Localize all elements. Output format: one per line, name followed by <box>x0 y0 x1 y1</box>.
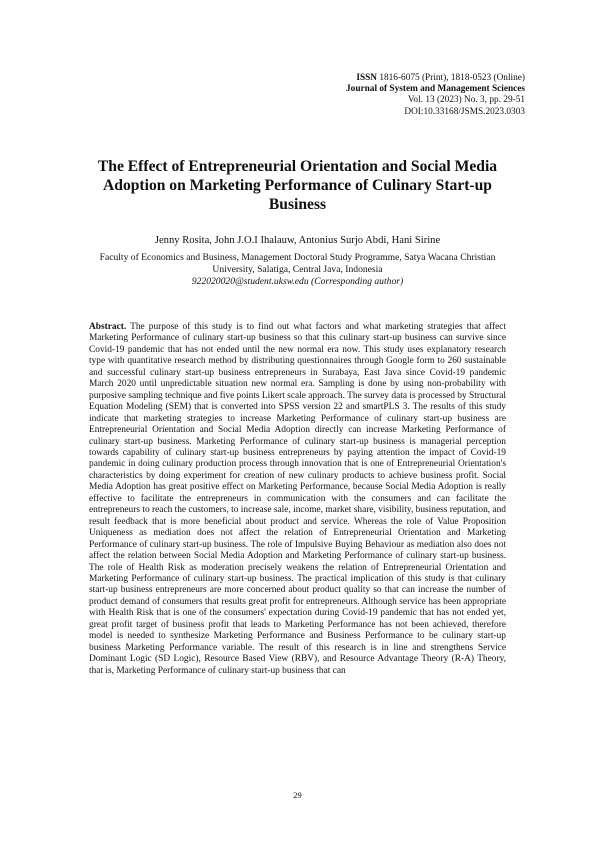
abstract-text: The purpose of this study is to find out what factors and what marketing strategies that affect Marketing Performance of culinary start-up business so that this culinary start-up business can survive since Covid-19 pandemic that has not ended until the new normal era now. This study uses explanatory research type with quantitative research method by distributing questionnaires through Google form to 260 sustainable and successful culinary start-up business entrepreneurs in Surabaya, East Java since Covid-19 pandemic March 2020 until unpredictable situation new normal era. Sampling is done by using non-probability with purposive sampling technique and five points Likert scale approach. The survey data is processed by Structural Equation Modeling (SEM) that is converted into SPSS version 22 and smartPLS 3. The results of this study indicate that marketing strategies to increase Marketing Performance of culinary start-up business are Entrepreneurial Orientation and Social Media Adoption directly can increase Marketing Performance of culinary start-up business. Marketing Performance of culinary start-up business is managerial perception towards capability of culinary start-up business entrepreneurs by paying attention the impact of Covid-19 pandemic in doing culinary production process through innovation that is one of Entrepreneurial Orientation's characteristics by doing experiment for creation of new culinary products to achieve business profit. Social Media Adoption has great positive effect on Marketing Performance, because Social Media Adoption is really effective to facilitate the entrepreneurs in communication with the consumers and can facilitate the entrepreneurs to reach the customers, to increase sale, income, market share, visibility, business reputation, and result feedback that is more beneficial about product and service. Whereas the role of Value Proposition Uniqueness as mediation does not affect the relation of Entrepreneurial Orientation and Marketing Performance of culinary start-up business. The role of Impulsive Buying Behaviour as mediation also does not affect the relation between Social Media Adoption and Marketing Performance of culinary start-up business. The role of Health Risk as moderation precisely weakens the relation of Entrepreneurial Orientation and Marketing Performance of culinary start-up business. The practical implication of this study is that culinary start-up business entrepreneurs are more concerned about product quality so that can increase the number of product demand of consumers that results great profit for entrepreneurs. Although service has been appropriate with Health Risk that is one of the consumers' expectation during Covid-19 pandemic that has not ended yet, great profit target of business profit that leads to Marketing Performance has not been achieved, therefore model is needed to synthesize Marketing Performance and Business Performance to be culinary start-up business Marketing Performance variable. The result of this research is in line and strengthens Service Dominant Logic (SD Logic), Resource Based View (RBV), and Resource Advantage Theory (R-A) Theory, that is, Marketing Performance of culinary start-up business that can <box>89 322 506 676</box>
doi: DOI:10.33168/JSMS.2023.0303 <box>404 106 525 117</box>
issn-line <box>346 73 525 84</box>
journal-name: Journal of System and Management Sciences <box>346 84 525 95</box>
corresponding-email: 922020020@student.uksw.edu (Corresponding author) <box>191 275 404 287</box>
issn-label: ISSN <box>356 73 378 83</box>
affiliation: Faculty of Economics and Business, Management Doctoral Study Programme, Satya Wacana Christian University, Salatiga, Central Java, Indonesia <box>99 252 496 275</box>
journal-header <box>346 73 525 118</box>
author-list: Jenny Rosita, John J.O.I Ihalauw, Antonius Surjo Abdi, Hani Sirine <box>154 235 441 246</box>
page-number: 29 <box>293 790 302 800</box>
volume-info: Vol. 13 (2023) No. 3, pp. 29-51 <box>407 95 525 106</box>
affiliation-block <box>80 252 515 287</box>
issn-value: 1816-6075 (Print), 1818-0523 (Online) <box>377 73 525 83</box>
abstract-label: Abstract. <box>89 322 127 332</box>
paper-title: The Effect of Entrepreneurial Orientation and Social Media Adoption on Marketing Performance of Culinary Start-up Business <box>97 158 498 213</box>
abstract <box>89 322 506 677</box>
